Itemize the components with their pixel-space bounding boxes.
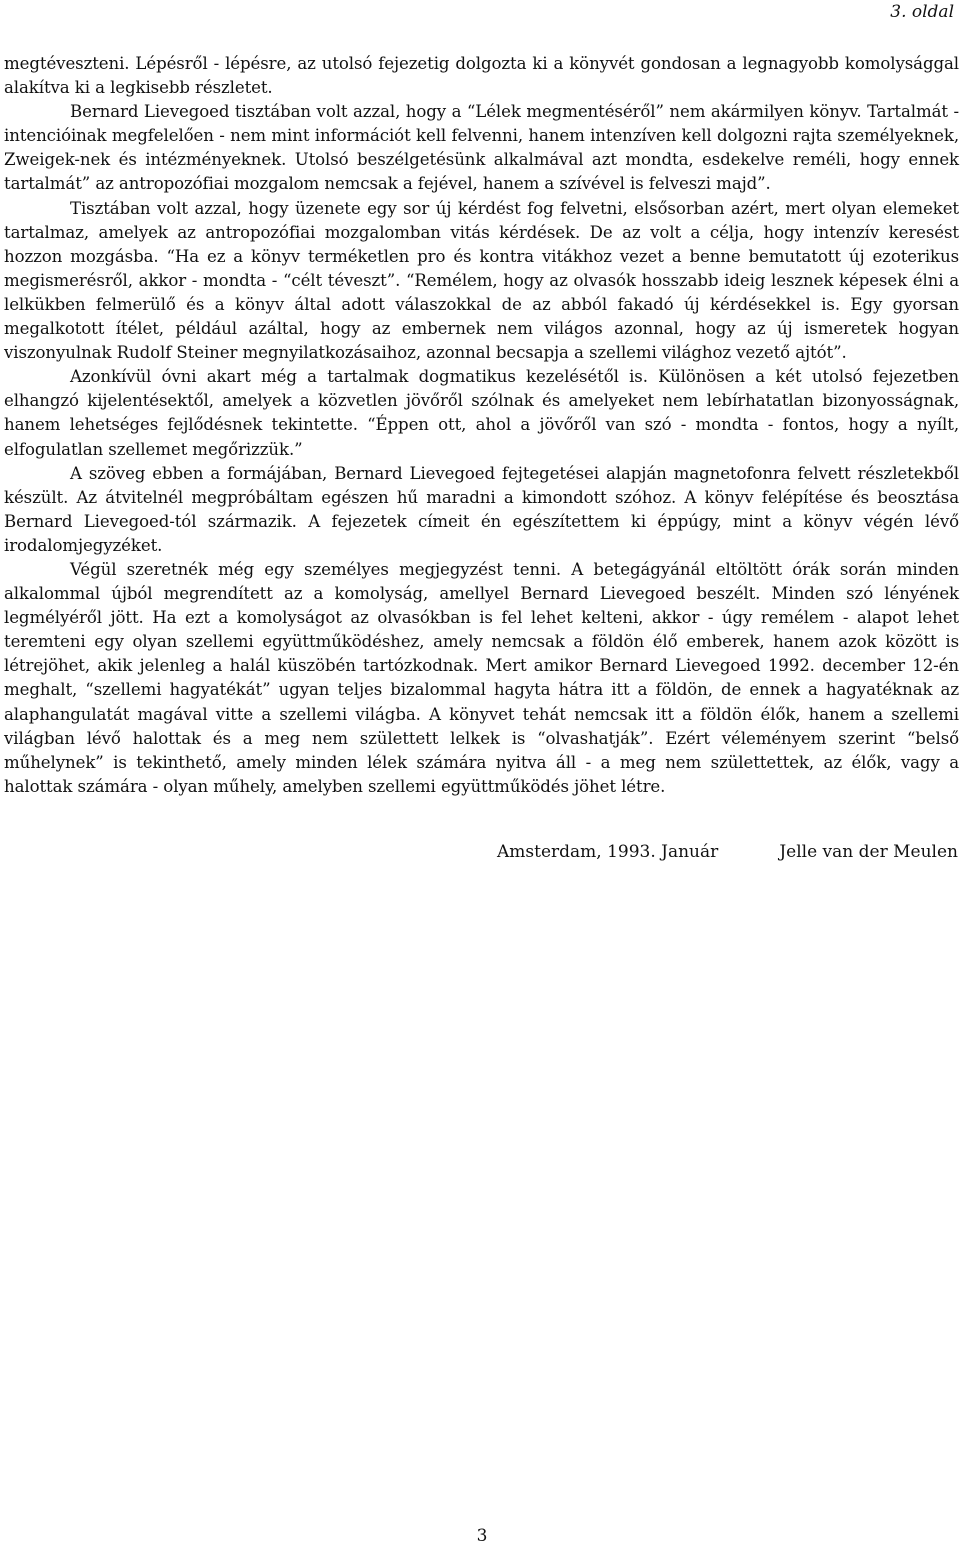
signature-place-date: Amsterdam, 1993. Január <box>497 842 719 862</box>
page-number: 3 <box>476 1526 488 1546</box>
paragraph-1: megtéveszteni. Lépésről - lépésre, az utolsó fejezetig dolgozta ki a könyvét gondosan a legnagyobb komolysággal alakítva ki a legkisebb részletet. <box>4 54 959 98</box>
paragraph-6: Végül szeretnék még egy személyes megjegyzést tenni. A betegágyánál eltöltött órák során minden alkalommal újból megrendített az a komolyság, amellyel Bernard Lievegoed beszélt. Minden szó lényének legmélyéről jött. Ha ezt a komolyságot az olvasókban is fel lehet kelteni, akkor - úgy remélem - alapot lehet teremteni egy olyan szellemi együttműködéshez, amely nemcsak a földön élő emberek, hanem azok között is létrejöhet, akik jelenleg a halál küszöbén tartózkodnak. Mert amikor Bernard Lievegoed 1992. december 12-én meghalt, “szellemi hagyatékát” ugyan teljes bizalommal hagyta hátra itt a földön, de ennek a hagyatéknak az alaphangulatát magával vitte a szellemi világba. A könyvet tehát nemcsak itt a földön élők, hanem a szellemi világban lévő halottak és a meg nem születtett lelkek is “olvashatják”. Ezért véleményem szerint “belső műhelynek” is tekinthető, amely minden lélek számára nyitva áll - a meg nem születtettek, az élők, vagy a halottak számára - olyan műhely, amelyben szellemi együttműködés jöhet létre. <box>4 559 959 796</box>
body-text <box>4 52 959 799</box>
page-footer <box>0 1526 960 1546</box>
signature-author: Jelle van der Meulen <box>779 842 958 862</box>
paragraph-4: Azonkívül óvni akart még a tartalmak dogmatikus kezelésétől is. Különösen a két utolsó fejezetben elhangzó kijelentésektől, amelyek a közvetlen jövőről szólnak és amelyeket nem lebírhatatlan bizonyosságnak, hanem lehetséges fejlődésnek tekintette. “Éppen ott, ahol a jövőről van szó - mondta - fontos, hogy a nyílt, elfogulatlan szellemet megőrizzük.” <box>4 367 959 459</box>
paragraph-2: Bernard Lievegoed tisztában volt azzal, hogy a “Lélek megmentéséről” nem akármilyen könyv. Tartalmát - intencióinak megfelelően - nem mint információt kell felvenni, hanem intenzíven kell dolgozni rajta személyeknek, Zweigek-nek és intézményeknek. Utolsó beszélgetésünk alkalmával azt mondta, esdekelve reméli, hogy ennek tartalmát” az antropozófiai mozgalom nemcsak a fejével, hanem a szívével is felveszi majd”. <box>4 102 959 194</box>
paragraph-3: Tisztában volt azzal, hogy üzenete egy sor új kérdést fog felvetni, elsősorban azért, mert olyan elemeket tartalmaz, amelyek az antropozófiai mozgalomban vitás kérdések. De az volt a célja, hogy intenzív keresést hozzon mozgásba. “Ha ez a könyv terméketlen pro és kontra vitákhoz vezet a benne bemutatott új ezoterikus megismerésről, akkor - mondta - “célt téveszt”. “Remélem, hogy az olvasók hosszabb ideig lesznek képesek élni a lelkükben felmerülő és a könyv által adott válaszokkal de az abból fakadó új kérdésekkel is. Egy gyorsan megalkotott ítélet, például azáltal, hogy az embernek nem világos azonnal, hogy az új ismeretek hogyan viszonyulnak Rudolf Steiner megnyilatkozásaihoz, azonnal becsapja a szellemi világhoz vezető ajtót”. <box>4 198 959 363</box>
page-header-label: 3. oldal <box>890 2 954 22</box>
paragraph-5: A szöveg ebben a formájában, Bernard Lievegoed fejtegetései alapján magnetofonra felvett részletekből készült. Az átvitelnél megpróbáltam egészen hű maradni a kimondott szóhoz. A könyv felépítése és beosztása Bernard Lievegoed-tól származik. A fejezetek címeit én egészítettem ki éppúgy, mint a könyv végén lévő irodalomjegyzéket. <box>4 463 959 555</box>
